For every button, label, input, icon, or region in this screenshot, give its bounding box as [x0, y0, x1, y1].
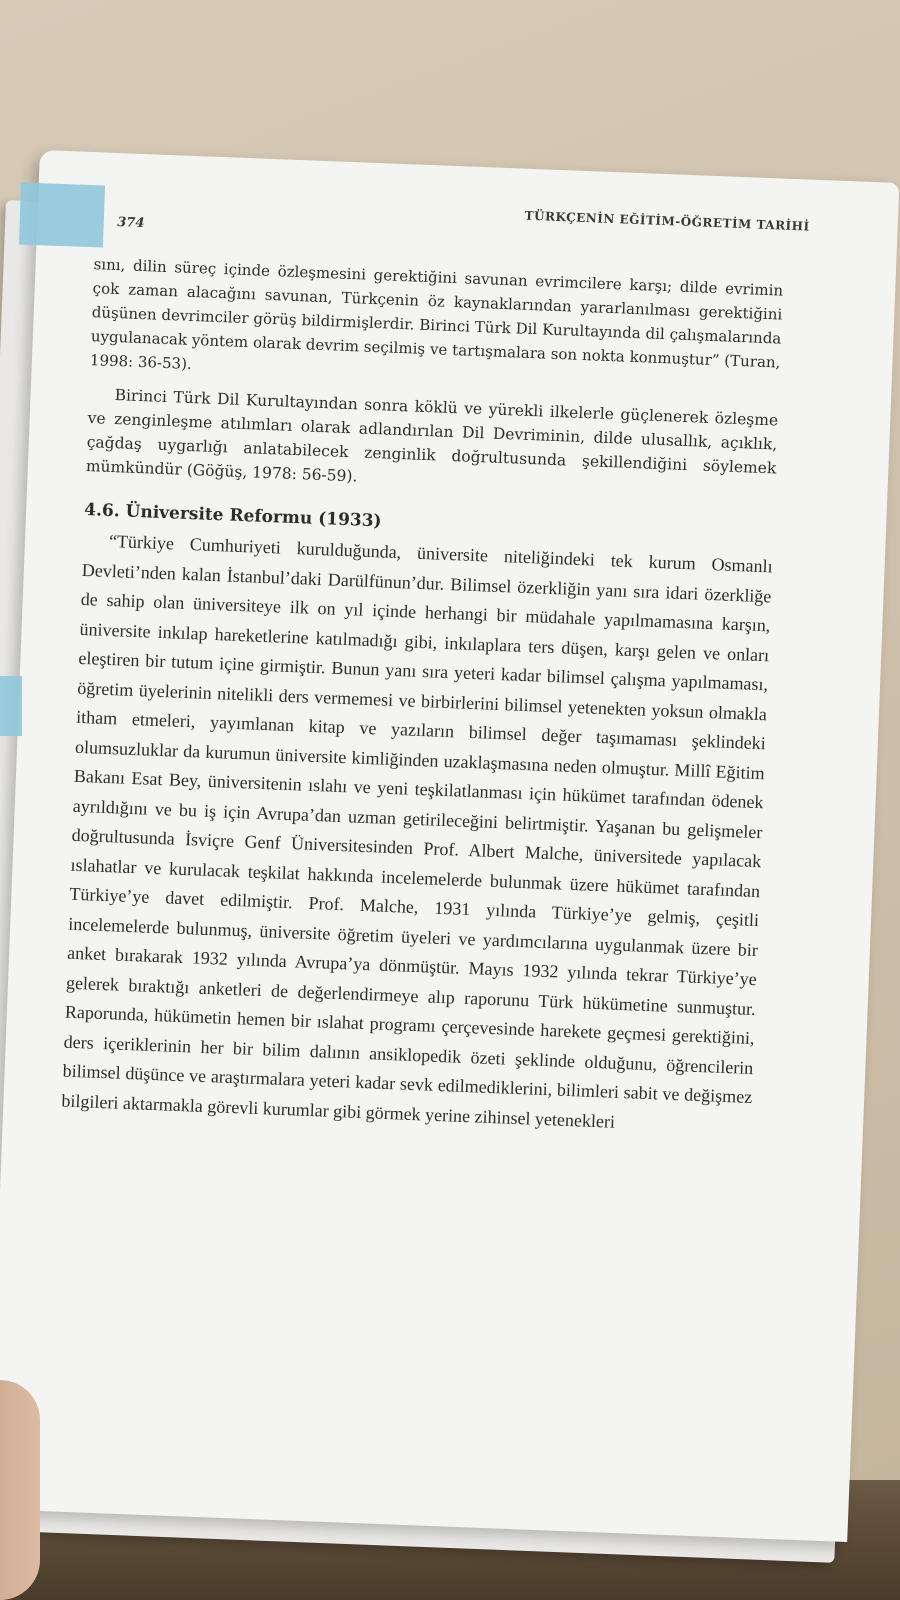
bookmark-tab-top — [19, 183, 105, 248]
page-content — [61, 192, 786, 1152]
section-heading: 4.6. Üniversite Reformu (1933) — [83, 499, 382, 532]
page-number: 374 — [116, 215, 145, 232]
paragraph-1: sını, dilin süreç içinde özleşmesini gerektiğini savunan evrimcilere karşı; dilde evrimin çok zaman alacağını savunan, Türkçenin öz kaynaklarından yararlanılması gerektiğini düşünen devrimciler görüş bildirmişlerdir. Birinci Türk Dil Kurultayında dil çalışmalarında uygulanacak yöntem olarak devrim seçilmiş ve tartışmalara son nokta konmuştur” (Turan, 1998: 36-53). — [89, 255, 784, 373]
book-page — [0, 150, 899, 1542]
bookmark-tab-side — [0, 676, 22, 736]
paragraph-3: “Türkiye Cumhuriyeti kurulduğunda, üniversite niteliğindeki tek kurum Osmanlı Devleti’nden kalan İstanbul’daki Darülfünun’dur. Bilimsel özerkliğin yanı sıra idari özerkliğe de sahip olan üniversiteye ilk on yıl içinde herhangi bir müdahale yapılmamasına karşın, üniversite inkılap hareketlerine katılmadığı gibi, inkılaplara ters düşen, karşı gelen ve onları eleştiren bir tutum içine girmiştir. Bunun yanı sıra yeteri kadar bilimsel çalışma yapılmaması, öğretim üyelerinin nitelikli ders vermemesi ve birbirlerini bilimsel yetenekten yoksun olmakla itham etmeleri, yayımlanan kitap ve yazıların bilimsel değer taşımaması şeklindeki olumsuzluklar da kurumun üniversite kimliğinden uzaklaşmasına neden olmuştur. Millî Eğitim Bakanı Esat Bey, üniversitenin ıslahı ve yeni teşkilatlanması için hükümet tarafından ödenek ayrıldığını ve bu iş için Avrupa’dan uzman getirileceğini belirtmiştir. Yaşanan bu gelişmeler doğrultusunda İsviçre Genf Üniversitesinden Prof. Albert Malche, üniversitede yapılacak ıslahatlar ve kurulacak teşkilat hakkında incelemelerde bulunmak üzere hükümet tarafından Türkiye’ye davet edilmiştir. Prof. Malche, 1931 yılında Türkiye’ye gelmiş, çeşitli incelemelerde bulunmuş, üniversite öğretim üyeleri ve yardımcılarına uygulanmak üzere bir anket bırakarak 1932 yılında Avrupa’ya dönmüştür. Mayıs 1932 yılında tekrar Türkiye’ye gelerek bıraktığı anketleri de değerlendirmeye alıp raporunu Türk hükümetine sunmuştur. Raporunda, hükümetin hemen bir ıslahat programı çerçevesinde harekete geçmesi gerektiğini, ders içeriklerinin her bir bilim dalının ansiklopedik özeti şeklinde olduğunu, öğrencilerin bilimsel düşünce ve araştırmalara yeteri kadar sevk edilmediklerini, bilimleri sabit ve değişmez bilgileri aktarmakla görevli kurumlar gibi görmek yerine zihinsel yetenekleri — [61, 530, 773, 1132]
running-head: TÜRKÇENİN EĞİTİM-ÖĞRETİM TARİHİ — [524, 208, 810, 234]
thumb — [0, 1380, 40, 1600]
paragraph-2: Birinci Türk Dil Kurultayından sonra köklü ve yürekli ilkelerle güçlenerek özleşme ve zenginleşme atılımları olarak adlandırılan Dil Devriminin, dilde ulusallık, açıklık, çağdaş uygarlığı anlatabilecek zenginlik doğrultusunda şekillendiğini söylemek mümkündür (Göğüş, 1978: 56-59). — [85, 386, 779, 486]
